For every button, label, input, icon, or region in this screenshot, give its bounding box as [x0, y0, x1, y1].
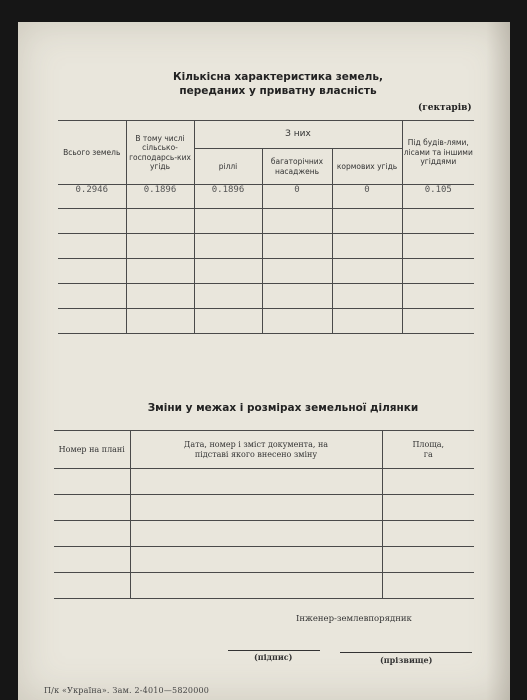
- signature-line: [228, 650, 320, 651]
- header-other: Під будів-лями, лісами та іншими угіддями: [402, 121, 474, 185]
- surname-line: [340, 652, 472, 653]
- changes-table: [54, 430, 474, 599]
- value-perennial: 0: [262, 185, 332, 209]
- table-row: [58, 309, 474, 334]
- table-row: [58, 259, 474, 284]
- surname-label: (прізвище): [380, 655, 433, 665]
- header-of-them: З них: [194, 121, 402, 149]
- signature-label: (підпис): [254, 652, 293, 662]
- header-document: Дата, номер і зміст документа, на підставі якого внесено зміну: [130, 431, 382, 469]
- engineer-label: Інженер-землевпорядник: [296, 614, 412, 624]
- header-plan-no: Номер на плані: [54, 431, 130, 469]
- table-row: [54, 469, 474, 495]
- value-agri: 0.1896: [126, 185, 194, 209]
- land-table: [58, 120, 474, 334]
- table-row: [54, 547, 474, 573]
- land-title-line2: переданих у приватну власність: [179, 85, 377, 97]
- units-label: (гектарів): [418, 103, 472, 113]
- header-area: Площа, га: [382, 431, 474, 469]
- table-row: [58, 284, 474, 309]
- printer-imprint: П/к «Україна». Зам. 2-4010—5820000: [44, 686, 210, 695]
- header-total: Всього земель: [58, 121, 126, 185]
- form-page: [18, 22, 510, 700]
- table-row: [58, 234, 474, 259]
- table-row: [58, 185, 474, 209]
- header-arable: ріллі: [194, 149, 262, 185]
- value-arable: 0.1896: [194, 185, 262, 209]
- value-fodder: 0: [332, 185, 402, 209]
- header-agri: В тому числі сільсько-господарсь-ких угідь: [126, 121, 194, 185]
- table-row: [54, 521, 474, 547]
- table-row: [54, 495, 474, 521]
- value-total: 0.2946: [58, 185, 126, 209]
- header-perennial: багаторічних насаджень: [262, 149, 332, 185]
- table-row: [58, 209, 474, 234]
- table-row: [54, 573, 474, 599]
- land-title-line1: Кількісна характеристика земель,: [173, 71, 383, 83]
- header-fodder: кормових угідь: [332, 149, 402, 185]
- value-other: 0.105: [402, 185, 474, 209]
- changes-title: Зміни у межах і розмірах земельної ділянки: [147, 402, 419, 414]
